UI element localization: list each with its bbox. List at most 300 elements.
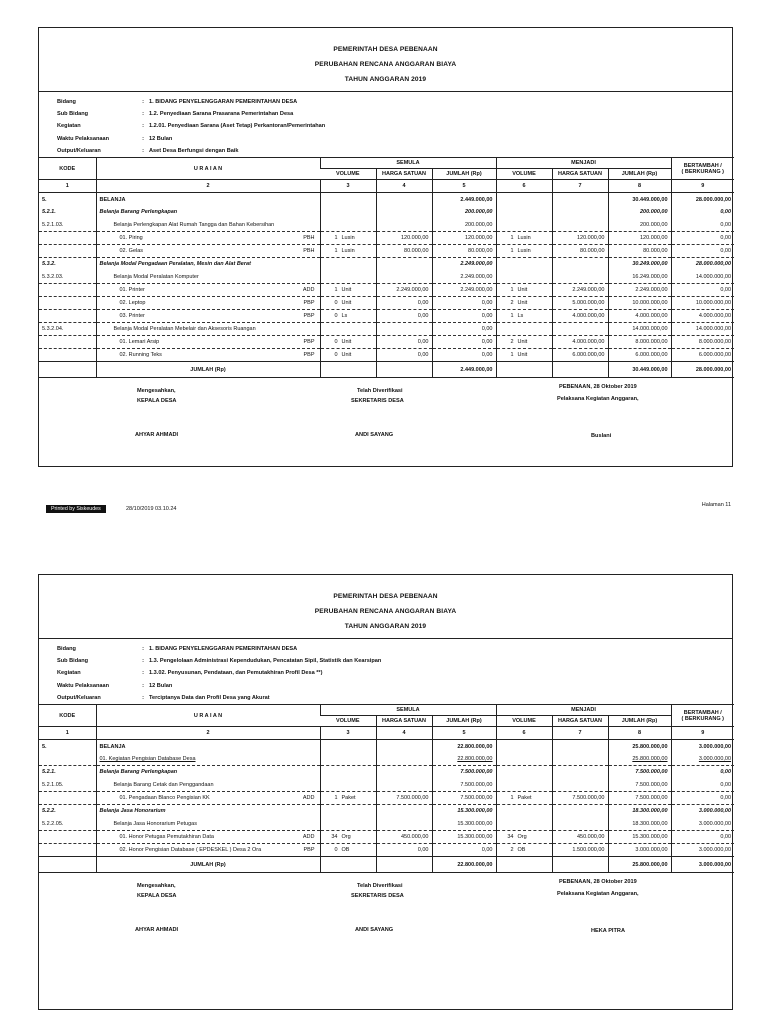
total-menjadi: 25.800.000,00 — [608, 857, 671, 873]
harga-menjadi-cell — [552, 753, 608, 766]
selisih-cell: 0,00 — [671, 284, 734, 297]
jumlah-semula-cell: 80.000,00 — [432, 245, 496, 258]
sheet-header — [39, 575, 732, 639]
info-row — [57, 145, 732, 157]
uraian-cell: Belanja Jasa Honorarium Petugas — [96, 818, 320, 831]
info-row — [57, 655, 732, 667]
volume-menjadi-cell — [496, 766, 552, 779]
info-row — [57, 692, 732, 704]
kode-cell: 5.2.1.03. — [39, 219, 96, 232]
page-number: Halaman 11 — [701, 502, 731, 508]
info-value: 1.3. Pengelolaan Administrasi Kependudukan, Pencatatan Sipil, Statistik dan Kearsipan — [149, 658, 382, 665]
info-colon: : — [142, 147, 144, 154]
harga-semula-cell: 2.249.000,00 — [376, 284, 432, 297]
info-row — [57, 133, 732, 145]
harga-semula-cell — [376, 193, 432, 206]
info-colon: : — [142, 670, 144, 677]
info-colon: : — [142, 135, 144, 142]
jumlah-semula-cell: 15.300.000,00 — [432, 805, 496, 818]
volume-semula-cell: 0 OB — [320, 844, 376, 857]
harga-semula-cell — [376, 818, 432, 831]
col-harga-menjadi: HARGA SATUAN — [552, 716, 608, 727]
uraian-cell: 01. Piring PBH — [96, 232, 320, 245]
harga-menjadi-cell: 4.000.000,00 — [552, 310, 608, 323]
jumlah-semula-cell: 0,00 — [432, 310, 496, 323]
table-row — [39, 245, 734, 258]
table-row — [39, 336, 734, 349]
col-jumlah-semula: JUMLAH (Rp) — [432, 169, 496, 180]
total-row — [39, 857, 734, 873]
info-row — [57, 643, 732, 655]
volume-semula-cell: 1 Paket — [320, 792, 376, 805]
info-row — [57, 120, 732, 132]
volume-semula-cell — [320, 206, 376, 219]
harga-menjadi-cell — [552, 323, 608, 336]
harga-menjadi-cell — [552, 258, 608, 271]
header-line-1: PEMERINTAH DESA PEBENAAN — [333, 593, 438, 600]
col-volume-semula: VOLUME — [320, 169, 376, 180]
harga-semula-cell — [376, 766, 432, 779]
kode-cell: 5.2.2.05. — [39, 818, 96, 831]
col-jumlah-menjadi: JUMLAH (Rp) — [608, 716, 671, 727]
volume-menjadi-cell: 2 OB — [496, 844, 552, 857]
jumlah-semula-cell: 200.000,00 — [432, 219, 496, 232]
volume-menjadi-cell — [496, 779, 552, 792]
harga-semula-cell — [376, 779, 432, 792]
volume-menjadi-cell: 1 Ls — [496, 310, 552, 323]
jumlah-menjadi-cell: 25.800.000,00 — [608, 740, 671, 753]
kode-cell — [39, 310, 96, 323]
volume-semula-cell: 1 Lusin — [320, 232, 376, 245]
kode-cell: 5.2.2. — [42, 808, 56, 815]
jumlah-menjadi-cell: 80.000,00 — [608, 245, 671, 258]
table-row — [39, 193, 734, 206]
kode-cell — [39, 297, 96, 310]
harga-semula-cell — [376, 805, 432, 818]
selisih-cell: 0,00 — [671, 219, 734, 232]
volume-semula-cell — [320, 323, 376, 336]
info-value: 1. BIDANG PENYELENGGARAN PEMERINTAHAN DESA — [149, 99, 298, 105]
volume-semula-cell — [320, 818, 376, 831]
table-row — [39, 753, 734, 766]
info-value: 12 Bulan — [149, 682, 173, 689]
kode-cell: 5.2.1. — [42, 209, 56, 215]
kode-cell — [39, 792, 96, 805]
uraian-cell: Belanja Jasa Honorarium — [96, 805, 320, 818]
uraian-cell: 02. Honor Pengisian Database ( EPDESKEL ) Desa 2 Ora PBP — [96, 844, 320, 857]
info-label: Sub Bidang — [57, 111, 89, 118]
info-value: 1.2. Penyediaan Sarana Prasarana Pemerintahan Desa — [149, 111, 294, 118]
table-row — [39, 792, 734, 805]
info-colon: : — [142, 111, 144, 118]
uraian-cell: 01. Lemari Arsip PBP — [96, 336, 320, 349]
harga-menjadi-cell — [552, 818, 608, 831]
table-row — [39, 271, 734, 284]
selisih-cell: 0,00 — [671, 232, 734, 245]
jumlah-semula-cell: 15.300.000,00 — [432, 831, 496, 844]
volume-semula-cell — [320, 193, 376, 206]
uraian-cell: Belanja Barang Perlengkapan — [96, 766, 320, 779]
info-row — [57, 108, 732, 120]
info-colon: : — [142, 123, 144, 130]
table-row — [39, 779, 734, 792]
col-volume-menjadi: VOLUME — [496, 716, 552, 727]
jumlah-menjadi-cell: 25.800.000,00 — [608, 753, 671, 766]
volume-semula-cell: 1 Lusin — [320, 245, 376, 258]
col-harga-semula: HARGA SATUAN — [376, 716, 432, 727]
col-jumlah-semula: JUMLAH (Rp) — [432, 716, 496, 727]
selisih-cell: 3.000.000,00 — [671, 844, 734, 857]
volume-semula-cell: 0 Unit — [320, 297, 376, 310]
harga-menjadi-cell — [552, 219, 608, 232]
jumlah-semula-cell: 7.500.000,00 — [432, 766, 496, 779]
volume-menjadi-cell — [496, 818, 552, 831]
selisih-cell: 8.000.000,00 — [671, 336, 734, 349]
jumlah-semula-cell: 120.000,00 — [432, 232, 496, 245]
harga-semula-cell — [376, 206, 432, 219]
volume-semula-cell — [320, 753, 376, 766]
col-menjadi: MENJADI — [496, 705, 671, 716]
volume-semula-cell — [320, 805, 376, 818]
budget-table — [39, 157, 734, 378]
sign-mid-name: ANDI SAYANG — [355, 927, 394, 933]
kode-cell: 5.2.1. — [42, 769, 56, 776]
harga-semula-cell — [376, 323, 432, 336]
table-row — [39, 297, 734, 310]
selisih-cell: 28.000.000,00 — [671, 258, 734, 271]
uraian-cell: 02. Leptop PBP — [96, 297, 320, 310]
jumlah-menjadi-cell: 200.000,00 — [608, 219, 671, 232]
sign-mid-title2: SEKRETARIS DESA — [351, 893, 404, 899]
kode-cell: 5.3.2.04. — [39, 323, 96, 336]
col-uraian: U R A I A N — [96, 158, 320, 180]
table-row — [39, 232, 734, 245]
volume-menjadi-cell: 2 Unit — [496, 336, 552, 349]
activity-info — [39, 92, 732, 157]
selisih-cell: 14.000.000,00 — [671, 271, 734, 284]
col-jumlah-menjadi: JUMLAH (Rp) — [608, 169, 671, 180]
harga-menjadi-cell — [552, 271, 608, 284]
table-row — [39, 844, 734, 857]
harga-menjadi-cell: 80.000,00 — [552, 245, 608, 258]
total-label: JUMLAH (Rp) — [96, 362, 320, 378]
selisih-cell: 0,00 — [671, 245, 734, 258]
info-colon: : — [142, 694, 144, 701]
kode-cell — [39, 284, 96, 297]
sign-left-title1: Mengesahkan, — [137, 883, 176, 889]
selisih-cell: 28.000.000,00 — [671, 193, 734, 206]
harga-semula-cell: 0,00 — [376, 349, 432, 362]
jumlah-menjadi-cell: 18.300.000,00 — [608, 805, 671, 818]
activity-info — [39, 639, 732, 704]
printed-date: 28/10/2019 03.10.24 — [126, 506, 177, 512]
uraian-cell: Belanja Barang Cetak dan Penggandaan — [96, 779, 320, 792]
selisih-cell: 6.000.000,00 — [671, 349, 734, 362]
kode-cell: 5.3.2.03. — [39, 271, 96, 284]
jumlah-semula-cell: 2.249.000,00 — [432, 258, 496, 271]
jumlah-semula-cell: 0,00 — [432, 844, 496, 857]
info-label: Kegiatan — [57, 123, 81, 130]
uraian-cell: 01. Honor Petugas Pemutakhiran Data ADD — [96, 831, 320, 844]
jumlah-semula-cell: 2.249.000,00 — [432, 271, 496, 284]
uraian-cell: BELANJA — [96, 193, 320, 206]
uraian-cell: 03. Printer PBP — [96, 310, 320, 323]
table-row — [39, 766, 734, 779]
col-bertambah: BERTAMBAH / ( BERKURANG ) — [671, 158, 734, 180]
col-bertambah: BERTAMBAH / ( BERKURANG ) — [671, 705, 734, 727]
harga-semula-cell: 80.000,00 — [376, 245, 432, 258]
jumlah-semula-cell: 2.449.000,00 — [432, 193, 496, 206]
selisih-cell: 0,00 — [671, 206, 734, 219]
col-harga-menjadi: HARGA SATUAN — [552, 169, 608, 180]
harga-menjadi-cell — [552, 805, 608, 818]
jumlah-semula-cell: 200.000,00 — [432, 206, 496, 219]
col-semula: SEMULA — [320, 158, 496, 169]
jumlah-semula-cell: 0,00 — [432, 323, 496, 336]
volume-semula-cell — [320, 766, 376, 779]
uraian-cell: 02. Running Teks PBP — [96, 349, 320, 362]
volume-menjadi-cell: 1 Paket — [496, 792, 552, 805]
volume-menjadi-cell — [496, 323, 552, 336]
sign-left-title2: KEPALA DESA — [137, 893, 177, 899]
kode-cell — [39, 753, 96, 766]
table-row — [39, 740, 734, 753]
harga-menjadi-cell: 2.249.000,00 — [552, 284, 608, 297]
col-uraian: U R A I A N — [96, 705, 320, 727]
sign-right-name: Buslani — [591, 433, 612, 439]
column-number-row: 1 2 3 4 5 6 7 8 9 — [39, 180, 734, 193]
volume-menjadi-cell — [496, 258, 552, 271]
jumlah-semula-cell: 7.500.000,00 — [432, 792, 496, 805]
selisih-cell: 14.000.000,00 — [671, 323, 734, 336]
volume-semula-cell — [320, 740, 376, 753]
sign-right-title: Pelaksana Kegiatan Anggaran, — [557, 396, 639, 402]
jumlah-semula-cell: 0,00 — [432, 297, 496, 310]
signature-block — [39, 378, 732, 448]
rab-sheet-2 — [38, 574, 733, 1010]
selisih-cell: 0,00 — [671, 779, 734, 792]
table-row — [39, 310, 734, 323]
sign-left-title2: KEPALA DESA — [137, 398, 177, 404]
volume-menjadi-cell — [496, 271, 552, 284]
kode-cell: 5. — [42, 744, 47, 751]
jumlah-menjadi-cell: 120.000,00 — [608, 232, 671, 245]
jumlah-semula-cell: 0,00 — [432, 349, 496, 362]
selisih-cell: 0,00 — [671, 766, 734, 779]
info-label: Output/Keluaran — [57, 147, 101, 154]
jumlah-menjadi-cell: 3.000.000,00 — [608, 844, 671, 857]
table-row — [39, 349, 734, 362]
jumlah-menjadi-cell: 8.000.000,00 — [608, 336, 671, 349]
harga-menjadi-cell: 5.000.000,00 — [552, 297, 608, 310]
harga-semula-cell: 7.500.000,00 — [376, 792, 432, 805]
header-line-2: PERUBAHAN RENCANA ANGGARAN BIAYA — [314, 61, 457, 68]
info-label: Waktu Pelaksanaan — [57, 682, 110, 689]
info-colon: : — [142, 99, 144, 105]
signature-block — [39, 873, 732, 943]
volume-semula-cell — [320, 271, 376, 284]
harga-menjadi-cell — [552, 206, 608, 219]
jumlah-menjadi-cell: 7.500.000,00 — [608, 792, 671, 805]
table-row — [39, 219, 734, 232]
jumlah-menjadi-cell: 30.449.000,00 — [608, 193, 671, 206]
info-value: 12 Bulan — [149, 135, 173, 142]
harga-menjadi-cell — [552, 779, 608, 792]
uraian-cell: Belanja Perlengkapan Alat Rumah Tangga dan Bahan Kebersihan — [96, 219, 320, 232]
kode-cell: 5. — [42, 197, 47, 204]
jumlah-menjadi-cell: 7.500.000,00 — [608, 766, 671, 779]
sign-mid-title1: Telah Diverifikasi — [357, 388, 403, 394]
info-label: Bidang — [57, 646, 76, 652]
total-semula: 22.800.000,00 — [432, 857, 496, 873]
selisih-cell: 3.000.000,00 — [671, 818, 734, 831]
info-value: Terciptanya Data dan Profil Desa yang Akurat — [149, 694, 270, 701]
harga-menjadi-cell: 120.000,00 — [552, 232, 608, 245]
info-label: Bidang — [57, 99, 76, 105]
jumlah-menjadi-cell: 30.249.000,00 — [608, 258, 671, 271]
harga-menjadi-cell: 6.000.000,00 — [552, 349, 608, 362]
uraian-cell: 01. Kegiatan Pengisian Database Desa — [96, 753, 320, 766]
volume-menjadi-cell: 1 Lusin — [496, 232, 552, 245]
printed-by-badge: Printed by Siskeudes — [46, 505, 106, 513]
jumlah-menjadi-cell: 10.000.000,00 — [608, 297, 671, 310]
info-label: Kegiatan — [57, 670, 81, 677]
uraian-cell: 01. Printer ADD — [96, 284, 320, 297]
harga-semula-cell — [376, 258, 432, 271]
table-row — [39, 258, 734, 271]
jumlah-menjadi-cell: 18.300.000,00 — [608, 818, 671, 831]
harga-semula-cell: 0,00 — [376, 844, 432, 857]
jumlah-semula-cell: 7.500.000,00 — [432, 779, 496, 792]
volume-semula-cell — [320, 258, 376, 271]
info-value: 1.2.01. Penyediaan Sarana (Aset Tetap) Perkantoran/Pemerintahan — [149, 123, 326, 130]
table-row — [39, 323, 734, 336]
total-label: JUMLAH (Rp) — [96, 857, 320, 873]
harga-semula-cell: 450.000,00 — [376, 831, 432, 844]
volume-menjadi-cell — [496, 740, 552, 753]
table-row — [39, 805, 734, 818]
harga-semula-cell: 0,00 — [376, 336, 432, 349]
volume-semula-cell — [320, 779, 376, 792]
info-value: 1. BIDANG PENYELENGGARAN PEMERINTAHAN DESA — [149, 646, 298, 652]
info-colon: : — [142, 682, 144, 689]
header-line-3: TAHUN ANGGARAN 2019 — [344, 623, 427, 630]
volume-menjadi-cell — [496, 753, 552, 766]
total-semula: 2.449.000,00 — [432, 362, 496, 378]
header-line-2: PERUBAHAN RENCANA ANGGARAN BIAYA — [314, 608, 457, 615]
harga-menjadi-cell — [552, 193, 608, 206]
table-row — [39, 831, 734, 844]
volume-semula-cell: 1 Unit — [320, 284, 376, 297]
total-row — [39, 362, 734, 378]
kode-cell — [39, 844, 96, 857]
info-colon: : — [142, 646, 144, 652]
jumlah-menjadi-cell: 7.500.000,00 — [608, 779, 671, 792]
rab-sheet-1 — [38, 27, 733, 467]
total-selisih: 3.000.000,00 — [671, 857, 734, 873]
selisih-cell: 0,00 — [671, 831, 734, 844]
sign-mid-title2: SEKRETARIS DESA — [351, 398, 404, 404]
selisih-cell: 10.000.000,00 — [671, 297, 734, 310]
volume-semula-cell: 0 Ls — [320, 310, 376, 323]
volume-menjadi-cell — [496, 219, 552, 232]
kode-cell — [39, 232, 96, 245]
kode-cell: 5.2.1.05. — [39, 779, 96, 792]
volume-menjadi-cell — [496, 206, 552, 219]
harga-menjadi-cell: 1.500.000,00 — [552, 844, 608, 857]
total-menjadi: 30.449.000,00 — [608, 362, 671, 378]
col-menjadi: MENJADI — [496, 158, 671, 169]
harga-menjadi-cell: 450.000,00 — [552, 831, 608, 844]
selisih-cell: 3.000.000,00 — [671, 753, 734, 766]
col-harga-semula: HARGA SATUAN — [376, 169, 432, 180]
table-row — [39, 206, 734, 219]
harga-semula-cell — [376, 219, 432, 232]
harga-semula-cell — [376, 271, 432, 284]
col-kode: KODE — [39, 705, 96, 727]
volume-semula-cell: 0 Unit — [320, 336, 376, 349]
harga-semula-cell — [376, 753, 432, 766]
sign-mid-name: ANDI SAYANG — [355, 432, 394, 438]
jumlah-menjadi-cell: 2.249.000,00 — [608, 284, 671, 297]
uraian-cell: Belanja Modal Peralatan Mebelair dan Aksesoris Ruangan — [96, 323, 320, 336]
harga-menjadi-cell — [552, 766, 608, 779]
sign-right-name: HEKA PITRA — [591, 928, 625, 934]
uraian-cell: Belanja Modal Pengadaan Peralatan, Mesin dan Alat Berat — [96, 258, 320, 271]
volume-semula-cell: 34 Org — [320, 831, 376, 844]
print-footer — [38, 502, 733, 513]
volume-menjadi-cell — [496, 193, 552, 206]
jumlah-menjadi-cell: 14.000.000,00 — [608, 323, 671, 336]
harga-menjadi-cell: 4.000.000,00 — [552, 336, 608, 349]
jumlah-semula-cell: 15.300.000,00 — [432, 818, 496, 831]
jumlah-semula-cell: 0,00 — [432, 336, 496, 349]
harga-semula-cell: 120.000,00 — [376, 232, 432, 245]
sign-left-name: AHYAR AHMADI — [135, 432, 179, 438]
sign-right-title: Pelaksana Kegiatan Anggaran, — [557, 891, 639, 897]
kode-cell — [39, 336, 96, 349]
jumlah-semula-cell: 22.800.000,00 — [432, 740, 496, 753]
header-line-3: TAHUN ANGGARAN 2019 — [344, 76, 427, 83]
info-label: Waktu Pelaksanaan — [57, 135, 110, 142]
col-semula: SEMULA — [320, 705, 496, 716]
uraian-cell: 01. Pengadaan Blanco Pengisian KK ADD — [96, 792, 320, 805]
harga-menjadi-cell — [552, 740, 608, 753]
uraian-cell: Belanja Modal Peralatan Komputer — [96, 271, 320, 284]
sign-place-date: PEBENAAN, 28 Oktober 2019 — [559, 879, 637, 885]
budget-rows — [39, 193, 734, 378]
volume-semula-cell — [320, 219, 376, 232]
volume-menjadi-cell: 2 Unit — [496, 297, 552, 310]
kode-cell — [39, 349, 96, 362]
sign-place-date: PEBENAAN, 28 Oktober 2019 — [559, 384, 637, 390]
harga-semula-cell: 0,00 — [376, 310, 432, 323]
selisih-cell: 0,00 — [671, 792, 734, 805]
jumlah-menjadi-cell: 16.249.000,00 — [608, 271, 671, 284]
volume-menjadi-cell: 1 Unit — [496, 284, 552, 297]
info-colon: : — [142, 658, 144, 665]
info-label: Sub Bidang — [57, 658, 89, 665]
volume-menjadi-cell: 1 Lusin — [496, 245, 552, 258]
jumlah-menjadi-cell: 15.300.000,00 — [608, 831, 671, 844]
budget-rows — [39, 740, 734, 873]
info-label: Output/Keluaran — [57, 694, 101, 701]
col-volume-menjadi: VOLUME — [496, 169, 552, 180]
info-row — [57, 96, 732, 108]
volume-menjadi-cell: 1 Unit — [496, 349, 552, 362]
budget-table — [39, 704, 734, 873]
jumlah-menjadi-cell: 4.000.000,00 — [608, 310, 671, 323]
